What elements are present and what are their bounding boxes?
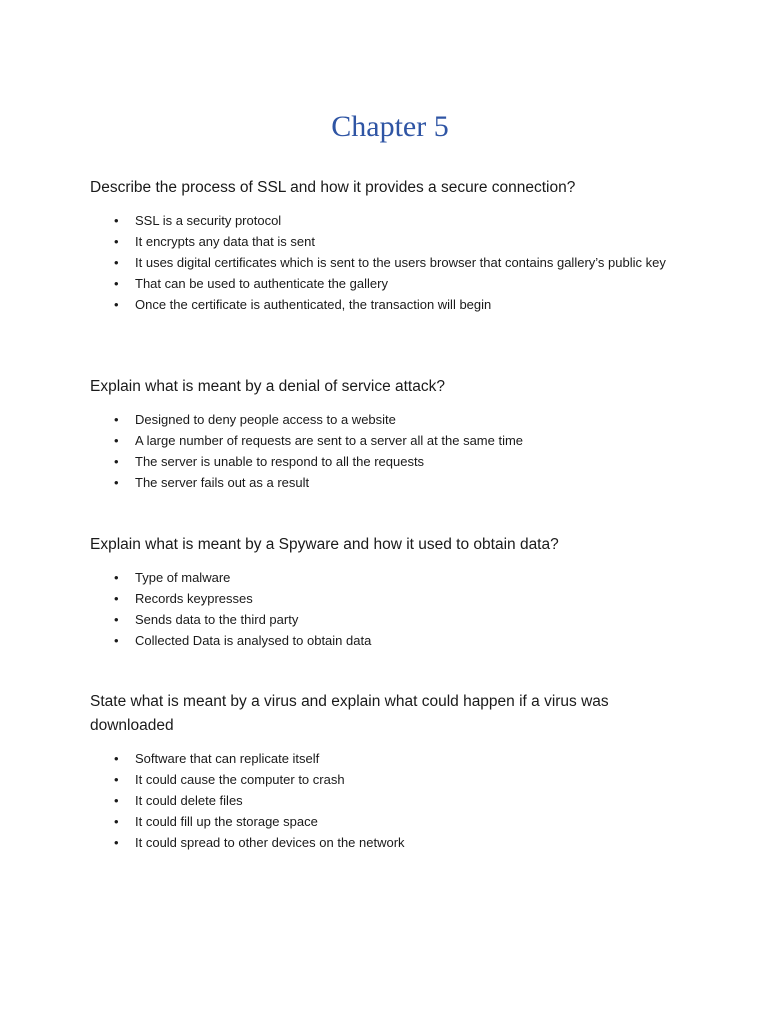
bullet-icon: • — [114, 255, 119, 270]
list-item — [90, 210, 685, 231]
bullet-icon: • — [114, 475, 119, 490]
bullet-icon: • — [114, 412, 119, 427]
question-heading: Describe the process of SSL and how it provides a secure connection? — [90, 179, 576, 196]
list-item-text: A large number of requests are sent to a server all at the same time — [135, 433, 524, 448]
list-item — [90, 252, 685, 273]
list-item — [90, 811, 685, 832]
list-item-text: Type of malware — [135, 570, 231, 585]
bullet-icon: • — [114, 591, 119, 606]
question-heading: State what is meant by a virus and explain what could happen if a virus was downloaded — [90, 693, 609, 734]
list-item-text: The server fails out as a result — [135, 475, 310, 490]
list-item — [90, 273, 685, 294]
list-item-text: It encrypts any data that is sent — [135, 234, 315, 249]
bullet-icon: • — [114, 793, 119, 808]
bullet-icon: • — [114, 814, 119, 829]
list-item-text: The server is unable to respond to all the requests — [135, 454, 425, 469]
question-section-dos — [90, 375, 690, 493]
list-item — [90, 430, 685, 451]
list-item-text: It could delete files — [135, 793, 243, 808]
question-section-virus — [90, 690, 690, 853]
list-item-text: That can be used to authenticate the gallery — [135, 276, 388, 291]
answer-list — [90, 210, 690, 315]
bullet-icon: • — [114, 570, 119, 585]
list-item-text: It uses digital certificates which is sent to the users browser that contains gallery’s public key — [135, 255, 666, 270]
list-item — [90, 567, 685, 588]
list-item — [90, 231, 685, 252]
list-item — [90, 588, 685, 609]
question-heading: Explain what is meant by a denial of service attack? — [90, 378, 445, 395]
bullet-icon: • — [114, 433, 119, 448]
answer-list — [90, 748, 690, 853]
list-item-text: SSL is a security protocol — [135, 213, 282, 228]
list-item-text: It could fill up the storage space — [135, 814, 318, 829]
answer-list — [90, 409, 690, 493]
bullet-icon: • — [114, 835, 119, 850]
list-item — [90, 609, 685, 630]
list-item — [90, 790, 685, 811]
list-item — [90, 630, 685, 651]
page-title: Chapter 5 — [331, 110, 449, 143]
list-item — [90, 748, 685, 769]
list-item-text: Once the certificate is authenticated, the transaction will begin — [135, 297, 492, 312]
list-item — [90, 409, 685, 430]
list-item-text: Collected Data is analysed to obtain data — [135, 633, 372, 648]
list-item — [90, 451, 685, 472]
list-item-text: Records keypresses — [135, 591, 253, 606]
list-item-text: It could spread to other devices on the network — [135, 835, 405, 850]
list-item — [90, 472, 685, 493]
bullet-icon: • — [114, 454, 119, 469]
list-item-text: It could cause the computer to crash — [135, 772, 345, 787]
bullet-icon: • — [114, 276, 119, 291]
bullet-icon: • — [114, 234, 119, 249]
bullet-icon: • — [114, 751, 119, 766]
question-section-spyware — [90, 533, 690, 651]
list-item-text: Sends data to the third party — [135, 612, 299, 627]
list-item — [90, 294, 685, 315]
list-item — [90, 769, 685, 790]
question-section-ssl — [90, 176, 690, 315]
list-item-text: Designed to deny people access to a website — [135, 412, 396, 427]
list-item-text: Software that can replicate itself — [135, 751, 320, 766]
bullet-icon: • — [114, 297, 119, 312]
question-heading: Explain what is meant by a Spyware and how it used to obtain data? — [90, 536, 559, 553]
bullet-icon: • — [114, 633, 119, 648]
list-item — [90, 832, 685, 853]
answer-list — [90, 567, 690, 651]
bullet-icon: • — [114, 612, 119, 627]
bullet-icon: • — [114, 213, 119, 228]
bullet-icon: • — [114, 772, 119, 787]
